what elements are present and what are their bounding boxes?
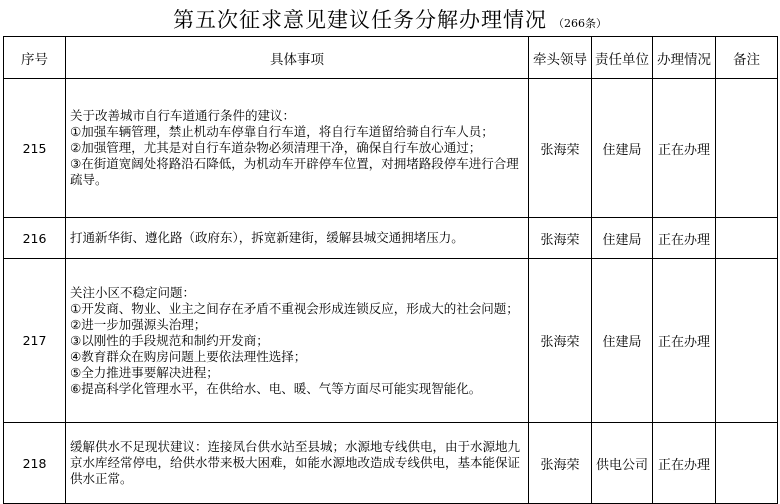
content-line: ③在街道宽阔处将路沿石降低，为机动车开辟停车位置，对拥堵路段停车进行合理疏导。 [70, 156, 519, 187]
row-leader: 张海荣 [529, 423, 592, 504]
content-line: ⑤全力推进事要解决进程； [70, 364, 219, 380]
row-note [716, 423, 778, 504]
row-leader: 张海荣 [529, 79, 592, 218]
row-number: 216 [4, 218, 66, 259]
row-unit: 住建局 [592, 218, 653, 259]
row-content [66, 79, 529, 218]
table-row [4, 423, 778, 504]
header-no: 序号 [4, 37, 66, 79]
row-content [66, 259, 529, 423]
row-leader: 张海荣 [529, 259, 592, 423]
content-line: 打通新华街、遵化路（政府东），拆宽新建街，缓解县城交通拥堵压力。 [70, 230, 464, 245]
row-content [66, 218, 529, 259]
row-unit: 供电公司 [592, 423, 653, 504]
table-row [4, 259, 778, 423]
header-unit: 责任单位 [592, 37, 653, 79]
header-leader: 牵头领导 [529, 37, 592, 79]
content-line: ②加强管理，尤其是对自行车道杂物必须清理干净，确保自行车放心通过； [70, 140, 482, 155]
title-text: 第五次征求意见建议任务分解办理情况 [173, 8, 547, 32]
row-unit: 住建局 [592, 259, 653, 423]
row-status: 正在办理 [653, 218, 716, 259]
row-unit: 住建局 [592, 79, 653, 218]
content-line: 关注小区不稳定问题： [70, 284, 196, 300]
header-status: 办理情况 [653, 37, 716, 79]
row-note [716, 259, 778, 423]
row-status: 正在办理 [653, 79, 716, 218]
row-number: 217 [4, 259, 66, 423]
content-line: ③以刚性的手段规范和制约开发商； [70, 332, 269, 348]
content-line: 缓解供水不足现状建议：连接凤台供水站至县城；水源地专线供电，由于水源地九京水库经常停电，给供水带来极大困难，如能水源地改造成专线供电，基本能保证供水正常。 [70, 439, 521, 486]
content-line: ①加强车辆管理，禁止机动车停靠自行车道，将自行车道留给骑自行车人员； [70, 124, 494, 139]
content-line: ⑥提高科学化管理水平，在供给水、电、暖、气等方面尽可能实现智能化。 [70, 380, 482, 396]
row-number: 215 [4, 79, 66, 218]
row-note [716, 79, 778, 218]
content-line: ②进一步加强源头治理； [70, 316, 207, 332]
row-content [66, 423, 529, 504]
page-title [0, 4, 780, 34]
content-line: 关于改善城市自行车道通行条件的建议： [70, 108, 296, 123]
row-leader: 张海荣 [529, 218, 592, 259]
content-line: ①开发商、物业、业主之间存在矛盾不重视会形成连锁反应，形成大的社会问题； [70, 300, 519, 316]
header-content: 具体事项 [66, 37, 529, 79]
header-note: 备注 [716, 37, 778, 79]
table-row [4, 79, 778, 218]
row-number: 218 [4, 423, 66, 504]
task-table [3, 36, 778, 504]
header-row [4, 37, 778, 79]
table-row [4, 218, 778, 259]
row-status: 正在办理 [653, 423, 716, 504]
row-note [716, 218, 778, 259]
title-bar [0, 0, 780, 36]
content-line: ④教育群众在购房问题上要依法理性选择； [70, 348, 307, 364]
row-status: 正在办理 [653, 259, 716, 423]
count-note: （266条） [553, 17, 607, 30]
